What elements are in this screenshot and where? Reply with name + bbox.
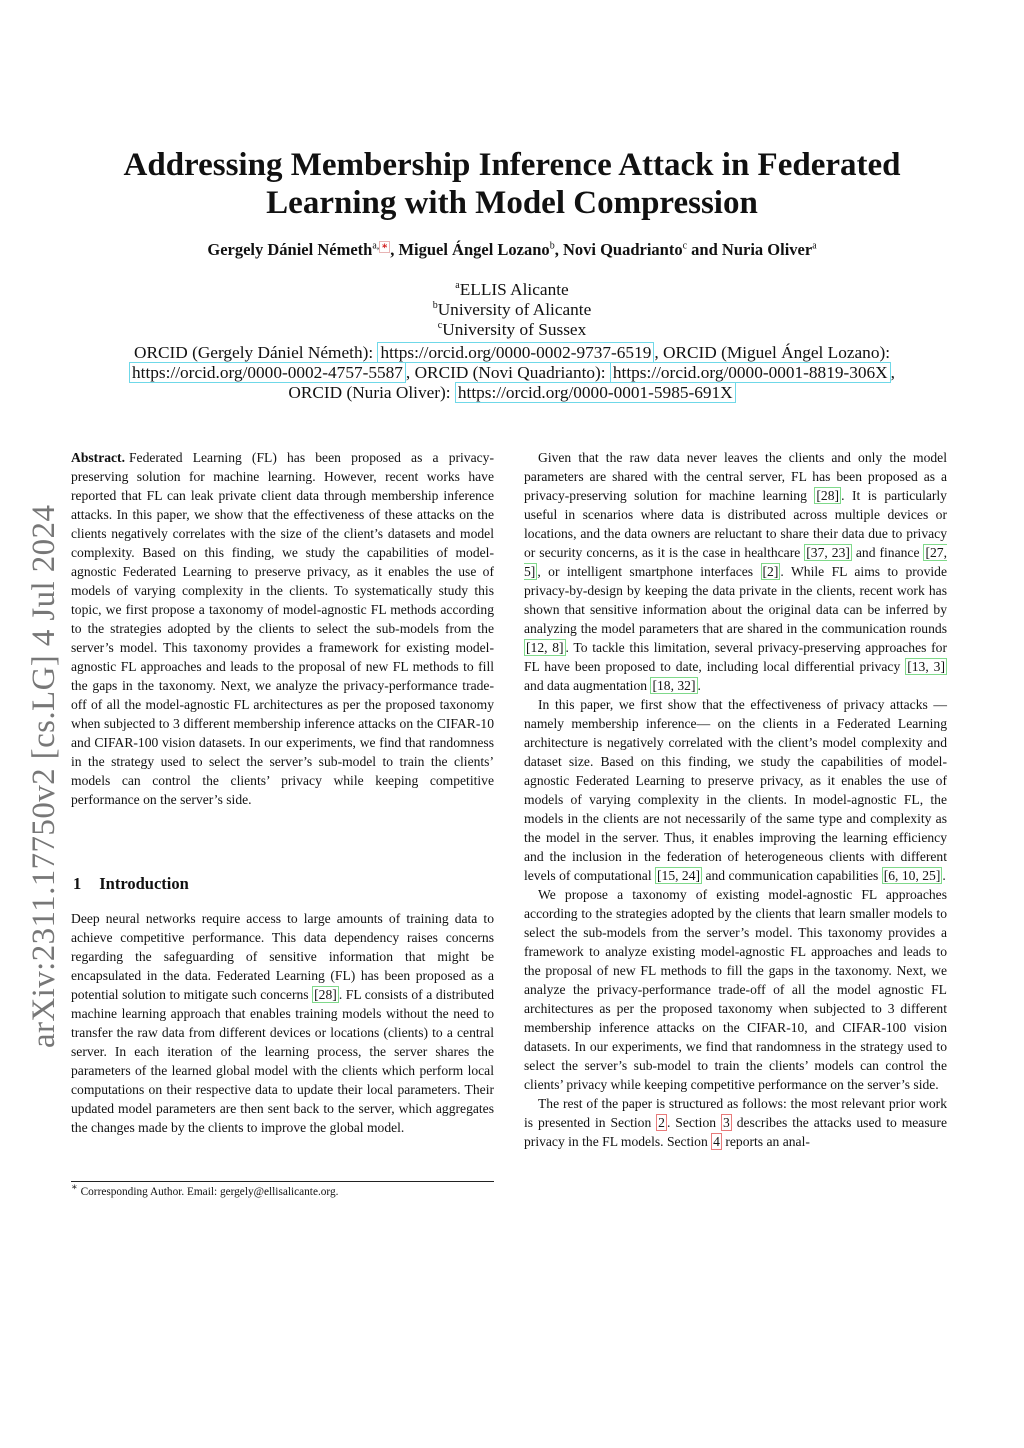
- author-name: , Novi Quadrianto: [554, 240, 683, 259]
- corresponding-author-link[interactable]: ∗: [381, 240, 389, 252]
- citation-link[interactable]: [12, 8]: [526, 640, 564, 655]
- author-affil-mark: a,: [372, 240, 380, 252]
- body-paragraph: The rest of the paper is structured as follows: the most relevant prior work is presented in Section 2 . Section 3 describes the attacks used to measure privacy in the FL models. Section 4 reports an anal-: [524, 1096, 947, 1149]
- abstract-text: Federated Learning (FL) has been proposed as a privacy-preserving solution for machine learning. However, recent works have reported that FL can leak private client data through membership inference attacks. In this paper, we show that the effectiveness of these attacks on the clients negatively correlates with the size of the client’s datasets and model complexity. Based on this finding, we study the capabilities of model-agnostic Federated Learning to preserve privacy, as it enables the use of models of varying complexity in the clients. To systematically study this topic, we first propose a taxonomy of model-agnostic FL methods according to the strategies adopted by the clients to select the sub-models from the server’s model. This taxonomy provides a framework for existing model-agnostic FL approaches and leads to the proposal of new FL methods to fill the gaps in the taxonomy. Next, we analyze the privacy-performance trade-off of all the model-agnostic FL architectures as per the proposed taxonomy when subjected to 3 different membership inference attacks on the CIFAR-10 and CIFAR-100 vision datasets. In our experiments, we find that randomness in the strategy used to select the server’s sub-model to train the clients’ models can control the clients’ privacy while keeping competitive performance on the server’s side.: [71, 450, 494, 807]
- body-paragraph: We propose a taxonomy of existing model-agnostic FL approaches according to the strategies adopted by the clients that learn smaller models to select the sub-models from the server’s model. This taxonomy provides a framework to analyze existing model-agnostic FL approaches and leads to the proposal of new FL methods to fill the gaps in the taxonomy. Next, we analyze the privacy-performance trade-off of all the model agnostic FL architectures as per the proposed taxonomy when subjected to 3 different membership inference attacks on the CIFAR-10, and CIFAR-100 vision datasets. In our experiments, we find that randomness in the strategy used to select the server’s sub-model to train the clients’ models can control the clients’ privacy while keeping competitive performance on the server’s side.: [524, 887, 947, 1092]
- section-ref-link[interactable]: 4: [713, 1134, 720, 1149]
- footnote-rule: [71, 1181, 494, 1182]
- orcid-link[interactable]: https://orcid.org/0000-0001-5985-691X: [455, 382, 736, 403]
- affiliation: $^a$ELLIS Alicante: [455, 280, 569, 299]
- affiliations: [60, 280, 964, 340]
- body-paragraph: In this paper, we first show that the effectiveness of privacy attacks —namely membership inference— on the clients in a Federated Learning architecture is negatively correlated with the client’s model complexity and dataset size. Based on this finding, we study the capabilities of model-agnostic Federated Learning to preserve privacy, as it enables the use of models of varying complexity in the clients. In model-agnostic FL, the models in the clients are not necessarily of the same type and complexity as the model in the server. Thus, it enables improving the learning efficiency and the inclusion in the federation of heterogeneous clients with different levels of computational [15, 24] and communication capabilities [6, 10, 25] .: [524, 697, 947, 883]
- orcid-link[interactable]: https://orcid.org/0000-0002-4757-5587: [129, 362, 406, 383]
- author-name: Gergely Dániel Németh: [207, 240, 373, 259]
- footnote: ∗ Corresponding Author. Email: gergely@ellisalicante.org.: [71, 1182, 339, 1198]
- author-affil-mark: a: [812, 240, 817, 252]
- author-list: [60, 240, 964, 260]
- author-name: , Miguel Ángel Lozano: [390, 240, 550, 259]
- citation-link[interactable]: [6, 10, 25]: [883, 868, 941, 883]
- affiliation: $^b$University of Alicante: [432, 300, 592, 319]
- arxiv-stamp: arXiv:2311.17750v2 [cs.LG] 4 Jul 2024: [26, 504, 62, 1048]
- abstract-label: Abstract.: [71, 450, 125, 465]
- section-ref-link[interactable]: 2: [658, 1115, 665, 1130]
- citation-link[interactable]: [28]: [816, 488, 840, 503]
- intro-paragraph: Deep neural networks require access to large amounts of training data to achieve competitive performance. This data dependency raises concerns regarding the safeguarding of sensitive information that might be encapsulated in the data. Federated Learning (FL) has been proposed as a potential solution to mitigate such concerns [28] . FL consists of a distributed machine learning approach that enables training models without the need to transfer the raw data from different devices or locations (clients) to a central server. In each iteration of the learning process, the server shares the parameters of the learned global model with the clients which perform local computations on their respective data to update their local parameters. Their updated model parameters are then sent back to the server, which aggregates the changes made by the clients to improve the global model.: [71, 911, 494, 1135]
- citation-link[interactable]: [15, 24]: [657, 868, 701, 883]
- orcid-block: ORCID (Gergely Dániel Németh): https://orcid.org/0000-0002-9737-6519 , ORCID (Miguel Ángel Lozano): https://orcid.org/0000-0002-4757-5587 , ORCID (Novi Quadrianto): https://orcid.org/0000-0001-8819-306X , ORCID (Nuria Oliver): https://orcid.org/0000-0001-5985-691X: [40, 343, 984, 403]
- citation-link[interactable]: [2]: [762, 564, 779, 579]
- citation-link[interactable]: [27, 5]: [524, 545, 947, 579]
- section-heading: 1 Introduction: [73, 874, 189, 893]
- citation-link[interactable]: [28]: [314, 987, 337, 1002]
- citation-link[interactable]: [13, 3]: [907, 659, 945, 674]
- author-name: and Nuria Oliver: [687, 240, 813, 259]
- section-ref-link[interactable]: 3: [722, 1115, 730, 1130]
- right-column: [524, 448, 947, 1151]
- orcid-link[interactable]: https://orcid.org/0000-0002-9737-6519: [377, 342, 654, 363]
- author-affil-mark: b: [549, 240, 555, 252]
- affiliation: $^c$University of Sussex: [437, 320, 587, 339]
- citation-link[interactable]: [37, 23]: [806, 545, 850, 560]
- orcid-link[interactable]: https://orcid.org/0000-0001-8819-306X: [610, 362, 891, 383]
- abstract: [71, 448, 494, 809]
- paper-title: Addressing Membership Inference Attack in Federated Learning with Model Compression: [123, 147, 901, 221]
- citation-link[interactable]: [18, 32]: [652, 678, 696, 693]
- body-paragraph: Given that the raw data never leaves the clients and only the model parameters are shared with the central server, FL has been proposed as a privacy-preserving solution for machine learning [28] . It is particularly useful in scenarios where data is distributed across multiple devices or locations, and the data owners are reluctant to share their data due to privacy or security concerns, as it is the case in healthcare [37, 23] and finance [27, 5] , or intelligent smartphone interfaces [2] . While FL aims to provide privacy-by-design by keeping the data private in the clients, recent work has shown that sensitive information about the original data can be inferred by analyzing the model parameters that are shared in the communication rounds [12, 8] . To tackle this limitation, several privacy-preserving approaches for FL have been proposed to date, including local differential privacy [13, 3] and data augmentation [18, 32] .: [524, 450, 947, 693]
- author-affil-mark: c: [682, 240, 688, 252]
